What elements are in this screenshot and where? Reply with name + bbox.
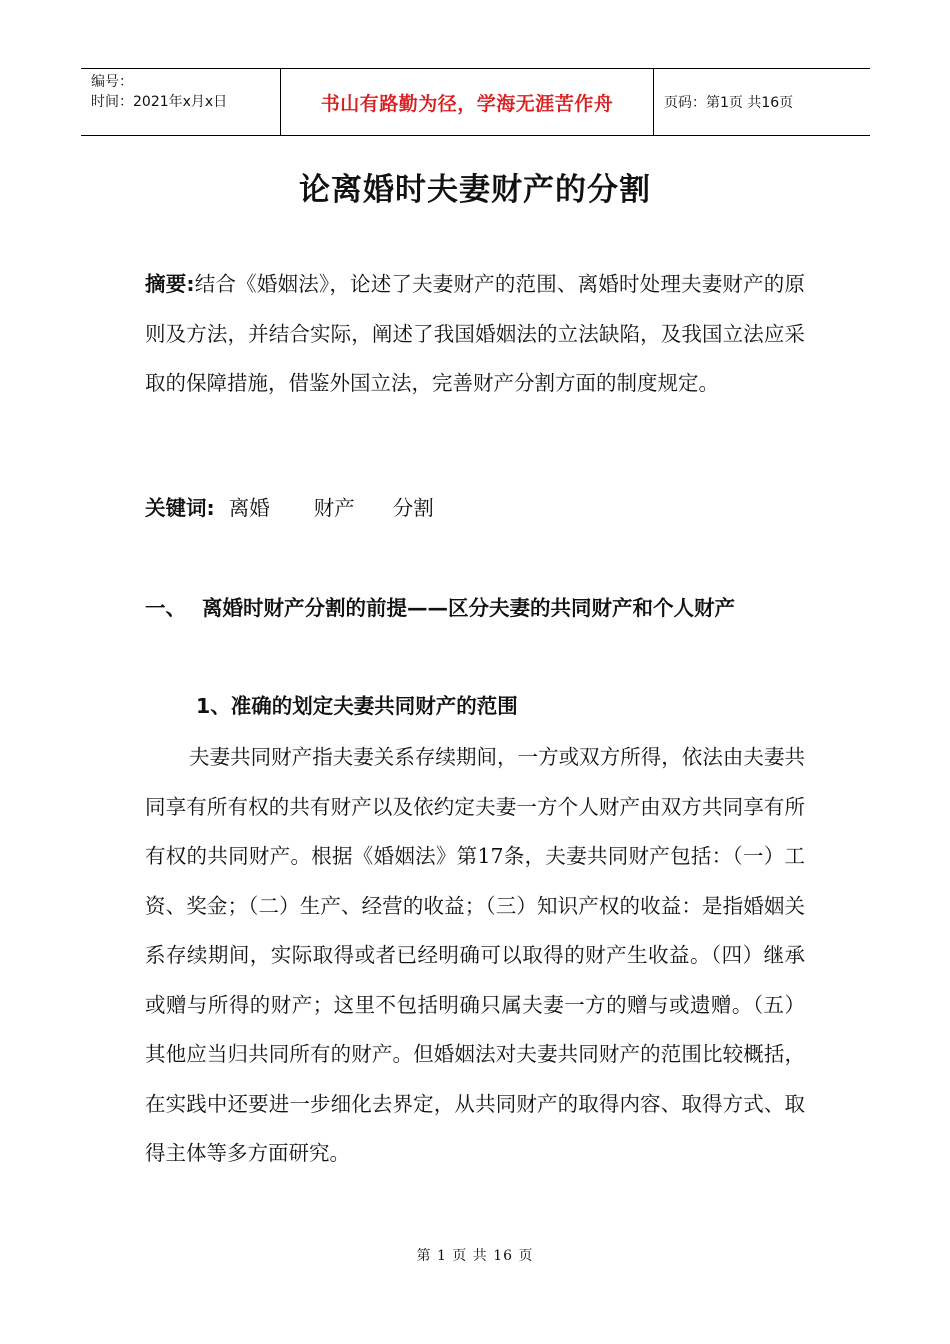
section-title: 离婚时财产分割的前提——区分夫妻的共同财产和个人财产 bbox=[202, 596, 735, 620]
keyword-item: 财产 bbox=[313, 496, 355, 520]
subsection-heading: 1、准确的划定夫妻共同财产的范围 bbox=[196, 694, 518, 718]
header-motto-cell bbox=[281, 69, 654, 135]
abstract-paragraph bbox=[145, 260, 805, 409]
header-meta-cell bbox=[81, 69, 281, 135]
document-number-label: 编号： bbox=[91, 74, 133, 90]
header-motto: 书山有路勤为径，学海无涯苦作舟 bbox=[320, 92, 614, 115]
keyword-item: 分割 bbox=[392, 496, 434, 520]
document-time-label: 时间：2021年x月x日 bbox=[91, 94, 228, 110]
keywords-line bbox=[145, 486, 434, 530]
section-heading bbox=[145, 584, 815, 633]
header-page-cell bbox=[654, 69, 870, 135]
keywords-label: 关键词: bbox=[145, 496, 215, 520]
abstract-text: 结合《婚姻法》，论述了夫妻财产的范围、离婚时处理夫妻财产的原则及方法，并结合实际，阐述了我国婚姻法的立法缺陷，及我国立法应采取的保障措施，借鉴外国立法，完善财产分割方面的制度规定。 bbox=[145, 272, 805, 395]
abstract-label: 摘要: bbox=[145, 272, 195, 296]
section-number: 一、 bbox=[145, 596, 186, 620]
body-paragraph: 夫妻共同财产指夫妻关系存续期间，一方或双方所得，依法由夫妻共同享有所有权的共有财产以及依约定夫妻一方个人财产由双方共同享有所有权的共同财产。根据《婚姻法》第17条，夫妻共同财产包括：（一）工资、奖金；（二）生产、经营的收益；（三）知识产权的收益：是指婚姻关系存续期间，实际取得或者已经明确可以取得的财产生收益。（四）继承或赠与所得的财产；这里不包括明确只属夫妻一方的赠与或遗赠。（五）其他应当归共同所有的财产。但婚姻法对夫妻共同财产的范围比较概括，在实践中还要进一步细化去界定，从共同财产的取得内容、取得方式、取得主体等多方面研究。 bbox=[145, 745, 805, 1165]
header-table bbox=[81, 68, 870, 136]
page-footer: 第 1 页 共 16 页 bbox=[416, 1248, 534, 1264]
document-title: 论离婚时夫妻财产的分割 bbox=[299, 172, 651, 208]
header-page-info: 页码：第1页 共16页 bbox=[664, 95, 794, 111]
keyword-item: 离婚 bbox=[228, 496, 270, 520]
